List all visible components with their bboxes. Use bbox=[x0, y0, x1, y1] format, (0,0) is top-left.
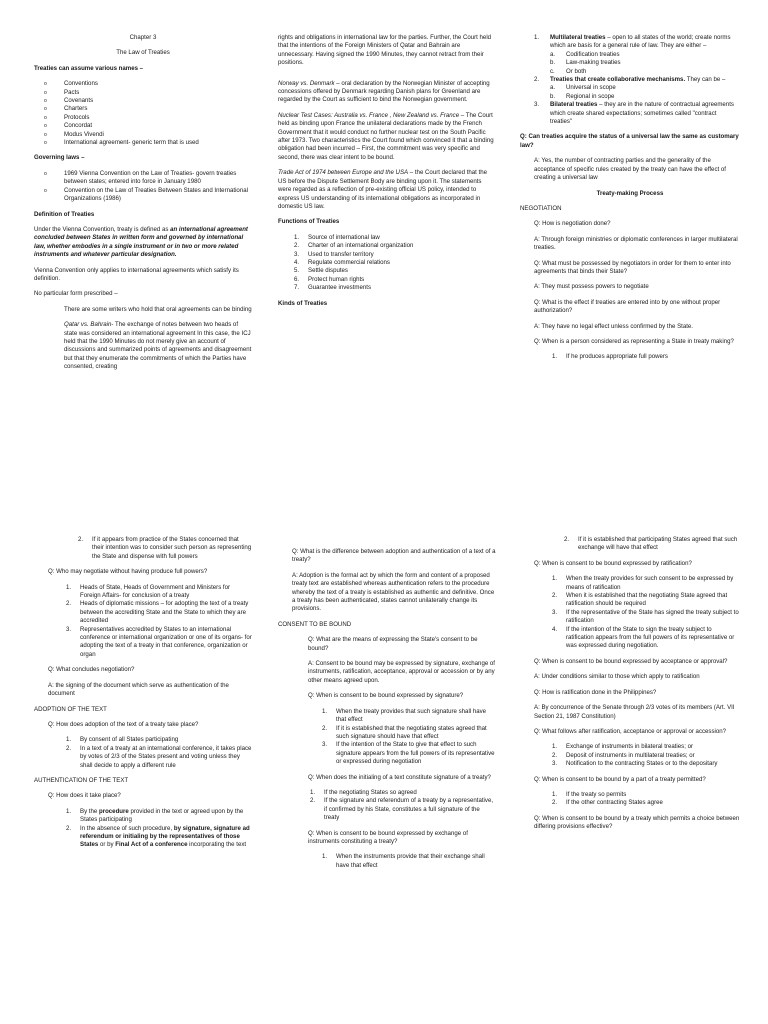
names-list bbox=[34, 80, 252, 147]
list-item: 2. If it is established that the negotiating states agreed that such signature should have that effect bbox=[322, 724, 487, 740]
negotiation-heading: NEGOTIATION bbox=[520, 204, 562, 212]
list-item: 4. Regulate commercial relations bbox=[294, 258, 390, 266]
represent-list bbox=[520, 353, 740, 361]
question: Q: What follows after ratification, acceptance or approval or accession? bbox=[534, 727, 727, 735]
nuclear-case-paragraph bbox=[278, 112, 496, 162]
list-item: 1. If he produces appropriate full powers bbox=[552, 353, 668, 361]
list-item: a. Codification treaties bbox=[550, 50, 620, 58]
who-list bbox=[34, 584, 252, 660]
list-item: o International agreement- generic term that is used bbox=[34, 139, 252, 147]
list-item: b. Law-making treaties bbox=[550, 59, 621, 67]
functions-list bbox=[278, 234, 496, 293]
question: Q: Who may negotiate without having produce full powers? bbox=[48, 568, 208, 576]
governing-list bbox=[34, 170, 252, 204]
list-item: 2. If the signature and referendum of a treaty by a representative, if confirmed by his State, constitutes a full signature of the treaty bbox=[310, 797, 494, 822]
list-item: 1. Exchange of instruments in bilateral treaties; or bbox=[552, 743, 694, 751]
trade-case-paragraph bbox=[278, 169, 496, 211]
definition-intro: Under the Vienna Convention, treaty is defined as bbox=[34, 225, 171, 233]
definition-emphasis: an international agreement concluded between States in written form and governed by international law, whether embodies in a single instrument or in two or more related instruments and whatever particular designation. bbox=[34, 225, 248, 259]
answer: A: the signing of the document which serve as authentication of the document bbox=[48, 681, 229, 698]
list-item: 1. Heads of State, Heads of Government and Ministers for Foreign Affairs- for conclusion of a treaty bbox=[66, 583, 231, 600]
question: Q: How is ratification done in the Philippines? bbox=[534, 688, 657, 696]
panel-top-right bbox=[520, 34, 740, 474]
question: Q: When is consent to be bound by a part of a treaty permitted? bbox=[534, 775, 706, 783]
list-item: 2. Charter of an international organization bbox=[294, 242, 414, 250]
norway-case-paragraph bbox=[278, 80, 496, 105]
panel-bottom-left bbox=[34, 536, 252, 976]
list-item: 1. By consent of all States participating bbox=[66, 736, 179, 744]
follows-list bbox=[520, 743, 740, 768]
list-item: o Concordat bbox=[34, 122, 252, 130]
oral-writers-text: There are some writers who hold that oral agreements can be binding bbox=[64, 305, 252, 313]
panel-bottom-right bbox=[520, 536, 740, 976]
list-item: 2. Heads of diplomatic missions – for adopting the text of a treaty between the accrediting State and the State to which they are accredited bbox=[66, 600, 249, 625]
case-text: – the Court declared that the US before the Dispute Settlement Body are binding upon it. The statements were regarded as a reflection of pre-existing official US policy, intended to express US understanding of its international obligations as incorporated in domestic US law. bbox=[278, 169, 488, 210]
case-name: Norway vs. Denmark bbox=[278, 79, 335, 87]
question: Q: When does the initialing of a text constitute signature of a treaty? bbox=[308, 773, 491, 781]
part-list bbox=[520, 791, 740, 808]
list-item: o Conventions bbox=[34, 80, 252, 88]
question: Q: What must be possessed by negotiators in order for them to enter into agreements that binds their State? bbox=[534, 259, 731, 275]
list-item: 3. If the representative of the State has signed the treaty subject to ratification bbox=[552, 608, 739, 625]
question: Q: When is consent to be bound expressed by acceptance or approval? bbox=[534, 657, 728, 665]
answer: A: Consent to be bound may be expressed by signature, exchange of instruments, ratification, acceptance, approval or accession or by any other means agreed upon. bbox=[308, 660, 495, 684]
continuation-text: rights and obligations in international law for the parties. Further, the Court held that the intentions of the Foreign Ministers of Qatar and Bahrain are unnecessary. Having signed the 1990 Minutes, they cannot retract from their positions. bbox=[278, 34, 492, 67]
adoption-list bbox=[34, 736, 252, 770]
answer: A: They have no legal effect unless confirmed by the State. bbox=[534, 322, 693, 330]
list-item: o Charters bbox=[34, 105, 252, 113]
question: Q: What are the means of expressing the State's consent to be bound? bbox=[308, 636, 478, 652]
definition-paragraph bbox=[34, 226, 252, 260]
list-item: 1. When the treaty provides for such consent to be expressed by means of ratification bbox=[552, 575, 734, 591]
list-item: 3. Used to transfer territory bbox=[294, 250, 374, 258]
list-item: 1. When the instruments provide that their exchange shall have that effect bbox=[322, 853, 485, 869]
list-item: a. Universal in scope bbox=[550, 84, 616, 92]
no-form-text: No particular form prescribed – bbox=[34, 290, 118, 298]
question: Q: How does it take place? bbox=[48, 792, 121, 800]
question: Q: How does adoption of the text of a treaty take place? bbox=[48, 720, 199, 728]
ratification-list bbox=[520, 575, 740, 651]
question: Q: When is a person considered as representing a State in treaty making? bbox=[534, 337, 734, 345]
list-item: o Pacts bbox=[34, 89, 252, 97]
vienna-applies-text: Vienna Convention only applies to international agreements which satisfy its definition. bbox=[34, 266, 239, 282]
list-item: o Modus Vivendi bbox=[34, 131, 252, 139]
sub-list bbox=[550, 51, 740, 76]
exchange-list bbox=[278, 853, 496, 870]
represent-list-continued bbox=[34, 536, 252, 561]
list-item: 1. Source of international law bbox=[294, 233, 380, 241]
list-item: 7. Guarantee investments bbox=[294, 284, 372, 292]
case-text: – The Court held as binding upon France the unilateral declarations made by the French Government that it would conduct no further nuclear test on the South Pacific after 1973. Two characteristics the Court found which convinced it that a binding obligation had been incurred – First, the commitment was very specific and second, there was clear intent to be bound. bbox=[278, 111, 494, 161]
list-item: 2. In a text of a treaty at an international conference, it takes place by votes of 2/3 of the States present and voting unless they shall decide to apply a different rule bbox=[66, 744, 252, 769]
authentication-heading: AUTHENTICATION OF THE TEXT bbox=[34, 776, 129, 784]
page-title: The Law of Treaties bbox=[116, 49, 170, 57]
list-item: 2. If it appears from practice of the States concerned that their intention was to consider such person as representing the State and dispense with full powers bbox=[78, 536, 252, 560]
sub-list bbox=[550, 84, 740, 101]
answer: A: Yes, the number of contracting parties and the generality of the acceptance of specific rules created by the treaty can have the effect of creating a universal law bbox=[534, 157, 726, 182]
list-item: 5. Settle disputes bbox=[294, 267, 348, 275]
answer: A: Adoption is the formal act by which the form and content of a proposed treaty text are established whereas authentication refers to the procedure whereby the text of a treaty is established as authentic and definitive. Once a treaty has been authenticated, states cannot unilaterally change its provisions. bbox=[292, 571, 495, 613]
list-item: 2. When it is established that the negotiating State agreed that ratification should be required bbox=[552, 592, 728, 608]
list-item: c. Or both bbox=[550, 67, 587, 75]
functions-heading: Functions of Treaties bbox=[278, 218, 340, 226]
process-heading: Treaty-making Process bbox=[596, 189, 664, 197]
list-item: o Covenants bbox=[34, 97, 252, 105]
chapter-label: Chapter 3 bbox=[129, 34, 157, 41]
case-text: - The exchange of notes between two heads of state was considered an international agreement In this case, the ICJ held that the 1990 Minutes do not merely give an account of discussions and summarized points of agreements and disagreement but that they enumerate the commitments of which the Parties have consented, creating bbox=[64, 321, 252, 371]
answer: A: Under conditions similar to those which apply to ratification bbox=[534, 673, 700, 681]
adoption-heading: ADOPTION OF THE TEXT bbox=[34, 705, 107, 713]
case-name: Trade Act of 1974 between Europe and the USA bbox=[278, 169, 409, 177]
list-item: 4. If the intention of the State to sign the treaty subject to ratification appears from the full powers of its representative or was expressed during negotiation. bbox=[552, 625, 735, 650]
list-item: 1. When the treaty provides that such signature shall have that effect bbox=[322, 707, 487, 724]
question: Q: What concludes negotiation? bbox=[48, 666, 135, 674]
question: Q: When is consent to be bound by a treaty which permits a choice between differing provisions effective? bbox=[534, 814, 740, 831]
list-item: b. Regional in scope bbox=[550, 92, 615, 100]
kinds-list bbox=[520, 34, 740, 126]
list-item: 2. In the absence of such procedure, by signature, signature ad referendum or initialing by the representatives of those States or by Final Act of a conference incorporating the text bbox=[66, 824, 250, 849]
list-item: 3. Representatives accredited by States to an international conference or international organization or one of its organs- for adopting the text of a treaty in that conference, organization or organ bbox=[66, 625, 252, 658]
list-item: 2. Treaties that create collaborative mechanisms. They can be – a. Universal in scope b. Regional in scope bbox=[520, 76, 740, 101]
panel-top-left bbox=[34, 34, 252, 444]
authentication-list bbox=[34, 808, 252, 850]
qatar-case-paragraph bbox=[34, 321, 252, 371]
question: Q: How is negotiation done? bbox=[534, 220, 611, 228]
list-item: 1. By the procedure provided in the text or agreed upon by the States participating bbox=[66, 807, 244, 824]
list-item: 3. Notification to the contracting States or to the depositary bbox=[552, 760, 718, 768]
consent-heading: CONSENT TO BE BOUND bbox=[278, 620, 352, 628]
question: Q: What is the effect if treaties are entered into by one without proper authorization? bbox=[534, 298, 721, 315]
names-heading: Treaties can assume various names – bbox=[34, 64, 144, 72]
case-text: – oral declaration by the Norwegian Minister of accepting concessions offered by Denmark regarding Danish plans for Greenland are regarded by the Court as sufficient to bind the Norwegian government. bbox=[278, 79, 490, 104]
answer: A: Through foreign ministries or diplomatic conferences in larger multilateral treaties. bbox=[534, 235, 738, 252]
question: Q: When is consent to be bound expressed by ratification? bbox=[534, 559, 692, 567]
question: Q: When is consent to be bound expressed by exchange of instruments constituting a treaty? bbox=[308, 829, 468, 845]
list-item: o Convention on the Law of Treaties Between States and International Organizations (1986) bbox=[34, 187, 252, 204]
signature-list bbox=[278, 708, 496, 767]
answer: A: They must possess powers to negotiate bbox=[534, 283, 649, 291]
case-name: Qatar vs. Bahrain bbox=[64, 321, 112, 329]
question: Q: When is consent to be bound expressed by signature? bbox=[308, 692, 464, 700]
panel-top-middle bbox=[278, 34, 496, 444]
list-item: 3. If the intention of the State to give that effect to such signature appears from the full powers of its representative or expressed during negotiation bbox=[322, 741, 495, 766]
initialing-list bbox=[278, 789, 496, 823]
list-item: 2. If it is established that participating States agreed that such exchange will have that effect bbox=[564, 536, 738, 552]
list-item: 1. Multilateral treaties – open to all states of the world; create norms which are basis for a general rule of law. They are either – a. Codification treaties b. Law-making treaties c. Or both bbox=[520, 34, 740, 76]
question: Q: What is the difference between adoption and authentication of a text of a treaty? bbox=[292, 548, 496, 564]
list-item: 2. Deposit of instruments in multilateral treaties; or bbox=[552, 751, 695, 759]
list-item: 6. Protect human rights bbox=[294, 275, 365, 283]
list-item: 1. If the treaty so permits bbox=[552, 790, 627, 798]
question: Q: Can treaties acquire the status of a universal law the same as customary law? bbox=[520, 133, 739, 149]
panel-bottom-middle bbox=[278, 548, 496, 968]
case-name: Nuclear Test Cases: Australia vs. France , New Zealand vs. France bbox=[278, 111, 460, 119]
list-item: 1. If the negotiating States so agreed bbox=[310, 788, 417, 796]
answer: A: By concurrence of the Senate through 2/3 votes of its members (Art. VII Section 21, 1987 Constitution) bbox=[534, 704, 735, 720]
list-item: 3. Bilateral treaties – they are in the nature of contractual agreements which create shared expectations; sometimes called "contract treaties" bbox=[534, 101, 734, 126]
governing-heading: Governing laws – bbox=[34, 154, 85, 162]
list-item: 2. If the other contracting States agree bbox=[552, 799, 663, 807]
list-item: o 1969 Vienna Convention on the Law of Treaties- govern treaties between states; entered into force in January 1980 bbox=[34, 170, 252, 187]
list-item: o Protocols bbox=[34, 114, 252, 122]
definition-heading: Definition of Treaties bbox=[34, 210, 95, 218]
exchange-list-continued bbox=[520, 536, 740, 553]
kinds-heading: Kinds of Treaties bbox=[278, 299, 328, 307]
